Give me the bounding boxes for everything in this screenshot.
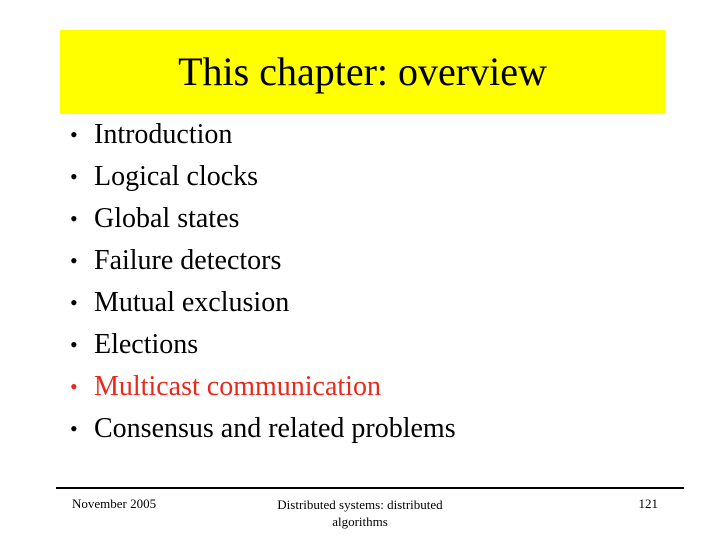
bullet-icon: • <box>70 164 78 189</box>
topic-label: Consensus and related problems <box>94 413 456 444</box>
bullet-icon: • <box>70 290 78 315</box>
bullet-icon: • <box>70 206 78 231</box>
topic-label: Logical clocks <box>94 161 259 192</box>
topic-label: Elections <box>94 329 199 360</box>
topic-item <box>70 114 456 156</box>
topic-list <box>70 114 456 450</box>
footer-course-title <box>254 496 466 530</box>
topic-item <box>70 282 456 324</box>
footer-date: November 2005 <box>72 496 157 511</box>
bullet-icon: • <box>70 416 78 441</box>
topic-label: Failure detectors <box>94 245 282 276</box>
topic-item <box>70 240 456 282</box>
footer-course-line: algorithms <box>332 514 388 529</box>
topic-item <box>70 408 456 450</box>
topic-item <box>70 156 456 198</box>
topic-label: Mutual exclusion <box>94 287 290 318</box>
topic-item-current <box>70 366 456 408</box>
topic-label: Multicast communication <box>94 371 381 402</box>
topic-item <box>70 198 456 240</box>
bullet-icon: • <box>70 122 78 147</box>
bullet-icon: • <box>70 374 78 399</box>
footer-course-line: Distributed systems: distributed <box>277 497 443 512</box>
slide-title: This chapter: overview <box>178 49 547 94</box>
footer-divider <box>56 487 684 489</box>
page-number: 121 <box>638 496 658 511</box>
bullet-icon: • <box>70 248 78 273</box>
topic-label: Introduction <box>94 119 233 150</box>
slide-title-banner <box>60 30 665 114</box>
topic-label: Global states <box>94 203 240 234</box>
bullet-icon: • <box>70 332 78 357</box>
topic-item <box>70 324 456 366</box>
